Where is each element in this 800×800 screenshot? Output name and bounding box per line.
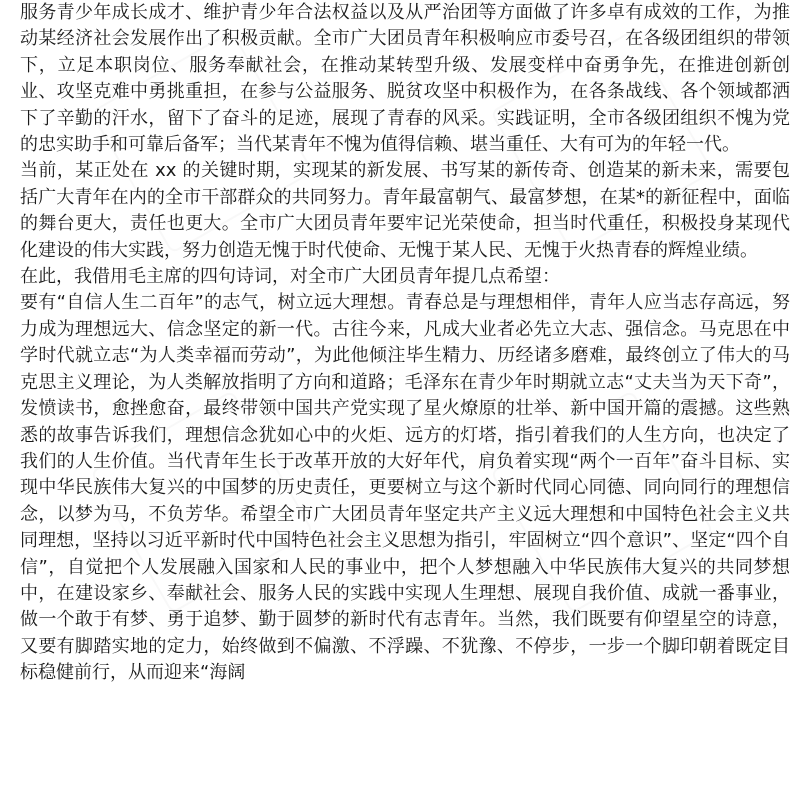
paragraph: 在此，我借用毛主席的四句诗词，对全市广大团员青年提几点希望： xyxy=(20,266,560,288)
paragraph: 当前，某正处在 xx 的关键时期，实现某的新发展、书写某的新传奇、创造某的新未来，需要包括广大青年在内的全市干部群众的共同努力。青年最富朝气、最富梦想，在某*的新征程中，面临的舞台更大，责任也更大。全市广大团员青年要牢记光荣使命，担当时代重任，积极投身某现代化建设的伟大实践，努力创造无愧于时代使命、无愧于某人民、无愧于火热青春的辉煌业绩。 xyxy=(20,160,790,261)
paragraph: 要有“自信人生二百年”的志气，树立远大理想。青春总是与理想相伴，青年人应当志存高远，努力成为理想远大、信念坚定的新一代。古往今来，凡成大业者必先立大志、强信念。马克思在中学时代就立志“为人类幸福而劳动”，为此他倾注毕生精力、历经诸多磨难，最终创立了伟大的马克思主义理论，为人类解放指明了方向和道路；毛泽东在青少年时期就立志“丈夫当为天下奇”，发愤读书，愈挫愈奋，最终带领中国共产党实现了星火燎原的壮举、新中国开篇的震撼。这些熟悉的故事告诉我们，理想信念犹如心中的火炬、远方的灯塔，指引着我们的人生方向，也决定了我们的人生价值。当代青年生长于改革开放的大好年代，肩负着实现“两个一百年”奋斗目标、实现中华民族伟大复兴的中国梦的历史责任，更要树立与这个新时代同心同德、同向同行的理想信念，以梦为马，不负芳华。希望全市广大团员青年坚定共产主义远大理想和中国特色社会主义共同理想，坚持以习近平新时代中国特色社会主义思想为指引，牢固树立“四个意识”、坚定“四个自信”，自觉把个人发展融入国家和人民的事业中，把个人梦想融入中华民族伟大复兴的共同梦想中，在建设家乡、奉献社会、服务人民的实践中实现人生理想、展现自我价值、成就一番事业，做一个敢于有梦、勇于追梦、勤于圆梦的新时代有志青年。当然，我们既要有仰望星空的诗意，又要有脚踏实地的定力，始终做到不偏激、不浮躁、不犹豫、不停步，一步一个脚印朝着既定目标稳健前行，从而迎来“海阔 xyxy=(20,292,790,684)
document-body xyxy=(20,0,790,687)
paragraph: 服务青少年成长成才、维护青少年合法权益以及从严治团等方面做了许多卓有成效的工作，为推动某经济社会发展作出了积极贡献。全市广大团员青年积极响应市委号召，在各级团组织的带领下，立足本职岗位、服务奉献社会，在推动某转型升级、发展变样中奋勇争先，在推进创新创业、攻坚克难中勇挑重担，在参与公益服务、脱贫攻坚中积极作为，在各条战线、各个领域都洒下了辛勤的汗水，留下了奋斗的足迹，展现了青春的风采。实践证明，全市各级团组织不愧为党的忠实助手和可靠后备军；当代某青年不愧为值得信赖、堪当重任、大有可为的年轻一代。 xyxy=(20,2,790,156)
